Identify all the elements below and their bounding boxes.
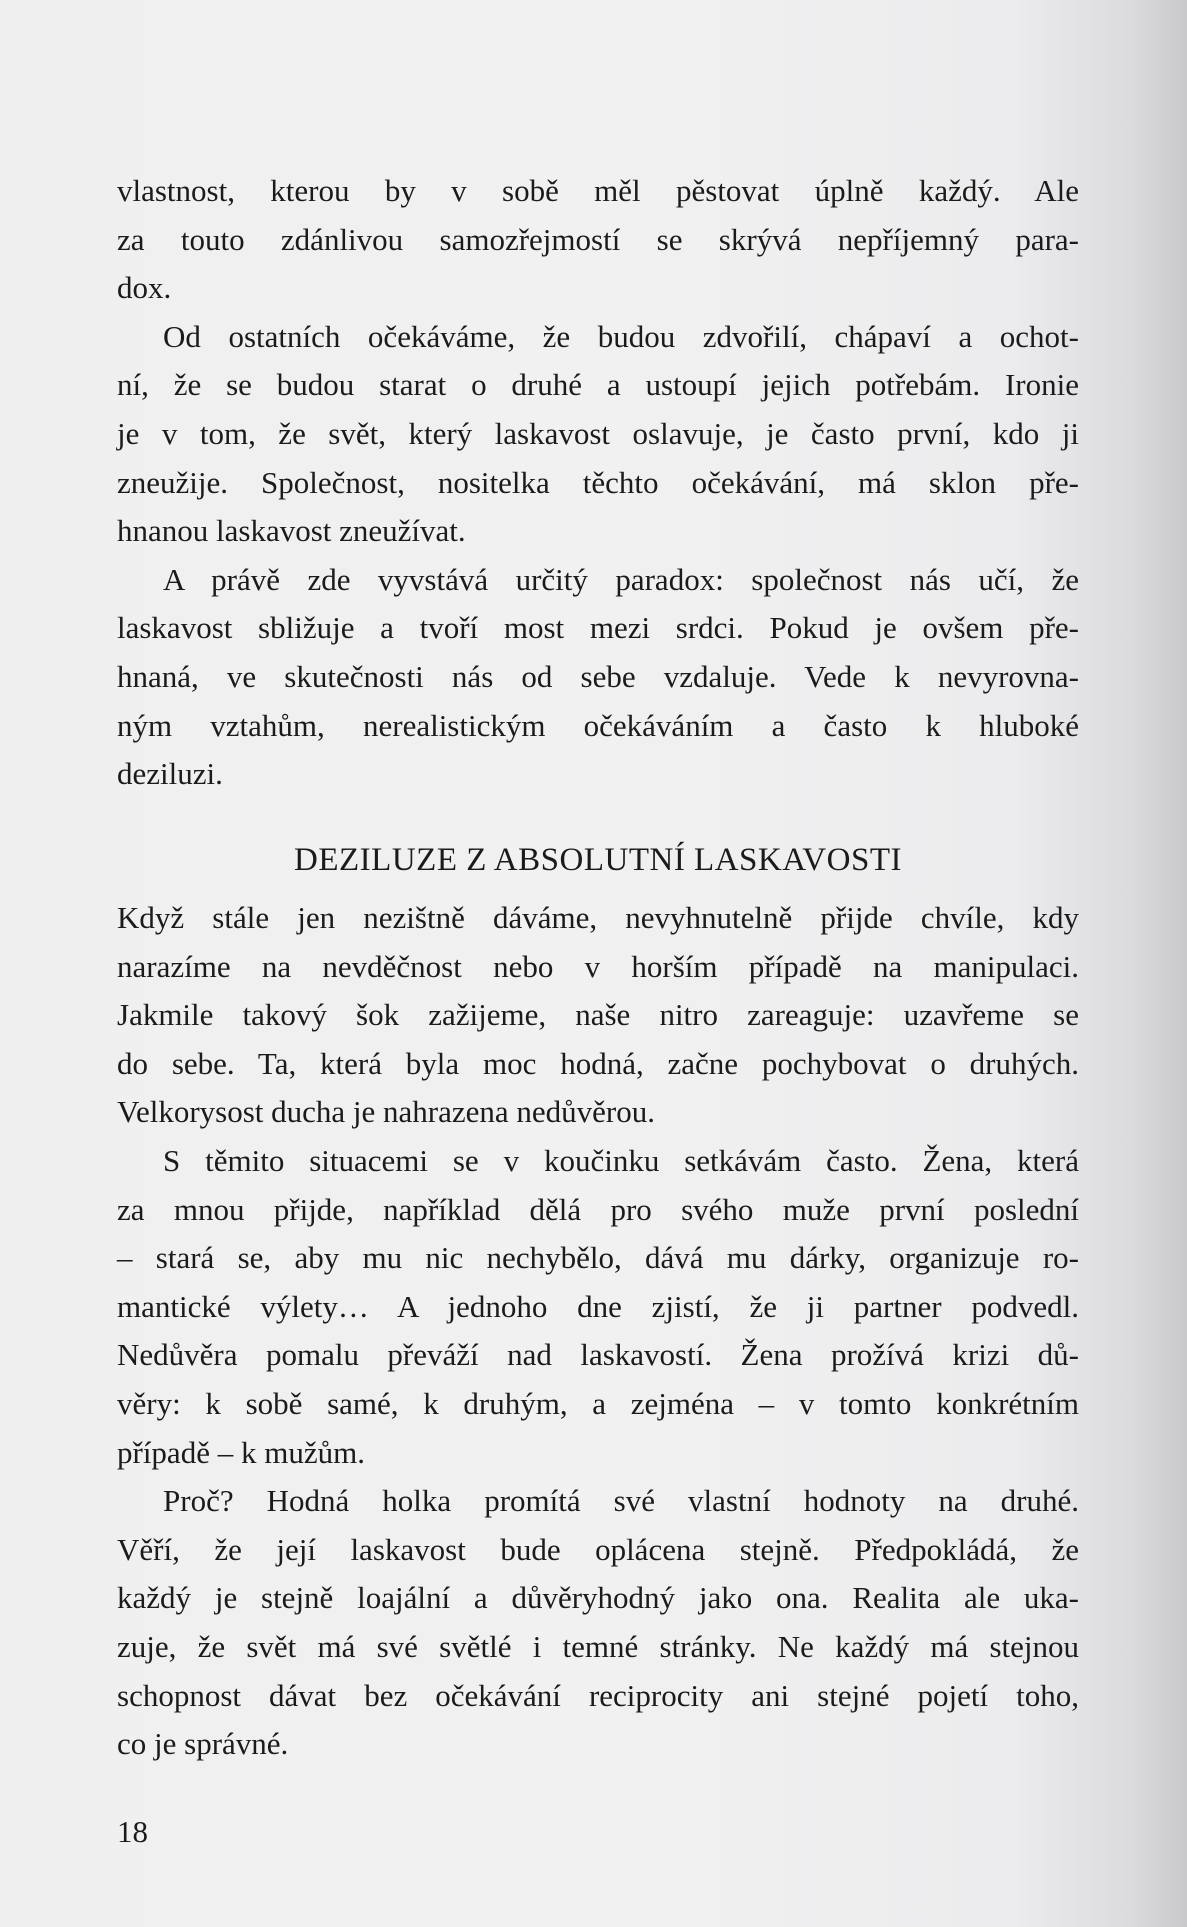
text-line: zuje, že svět má své světlé i temné stránky. Ne každý má stejnou [117, 1628, 1079, 1664]
text-line: Věří, že její laskavost bude oplácena stejně. Předpokládá, že [117, 1531, 1079, 1567]
text-line: Když stále jen nezištně dáváme, nevyhnutelně přijde chvíle, kdy [117, 900, 1079, 935]
text-line: případě – k mužům. [117, 1434, 365, 1470]
text-line: Proč? Hodná holka promítá své vlastní hodnoty na druhé. [163, 1483, 1079, 1519]
body-text-section-1 [117, 167, 1079, 799]
text-line: zneužije. Společnost, nositelka těchto očekávání, má sklon pře- [117, 464, 1079, 500]
text-line: schopnost dávat bez očekávání reciprocity ani stejné pojetí toho, [117, 1677, 1079, 1713]
text-line: do sebe. Ta, která byla moc hodná, začne pochybovat o druhých. [117, 1045, 1079, 1081]
text-line: věry: k sobě samé, k druhým, a zejména – v tomto konkrétním [117, 1385, 1079, 1421]
text-line: vlastnost, kterou by v sobě měl pěstovat úplně každý. Ale [117, 173, 1079, 208]
text-line: – stará se, aby mu nic nechybělo, dává mu dárky, organizuje ro- [117, 1240, 1079, 1276]
text-line: narazíme na nevděčnost nebo v horším případě na manipulaci. [117, 948, 1079, 984]
text-line: je v tom, že svět, který laskavost oslavuje, je často první, kdo ji [117, 415, 1079, 451]
text-line: Nedůvěra pomalu převáží nad laskavostí. Žena prožívá krizi dů- [117, 1337, 1079, 1373]
text-line: Jakmile takový šok zažijeme, naše nitro zareaguje: uzavřeme se [117, 997, 1079, 1033]
section-heading: DEZILUZE Z ABSOLUTNÍ LASKAVOSTI [294, 842, 902, 878]
page-number: 18 [117, 1814, 148, 1849]
text-line: za touto zdánlivou samozřejmostí se skrývá nepříjemný para- [117, 221, 1079, 257]
text-line: dox. [117, 270, 172, 306]
text-line: mantické výlety… A jednoho dne zjistí, že ji partner podvedl. [117, 1288, 1079, 1324]
text-line: hnanou laskavost zneužívat. [117, 513, 466, 549]
text-line: deziluzi. [117, 756, 223, 792]
text-line: S těmito situacemi se v koučinku setkávám často. Žena, která [163, 1142, 1079, 1178]
text-line: Od ostatních očekáváme, že budou zdvořilí, chápaví a ochot- [163, 318, 1079, 354]
text-line: Velkorysost ducha je nahrazena nedůvěrou. [117, 1094, 655, 1130]
text-line: A právě zde vyvstává určitý paradox: společnost nás učí, že [163, 561, 1079, 597]
text-line: hnaná, ve skutečnosti nás od sebe vzdaluje. Vede k nevyrovna- [117, 658, 1079, 694]
text-line: co je správné. [117, 1726, 289, 1762]
text-line: ným vztahům, nerealistickým očekáváním a často k hluboké [117, 707, 1079, 743]
text-line: ní, že se budou starat o druhé a ustoupí jejich potřebám. Ironie [117, 367, 1079, 403]
body-text-section-2 [117, 894, 1079, 1769]
text-line: každý je stejně loajální a důvěryhodný jako ona. Realita ale uka- [117, 1580, 1079, 1616]
text-line: laskavost sbližuje a tvoří most mezi srdci. Pokud je ovšem pře- [117, 610, 1079, 646]
text-line: za mnou přijde, například dělá pro svého muže první poslední [117, 1191, 1079, 1227]
